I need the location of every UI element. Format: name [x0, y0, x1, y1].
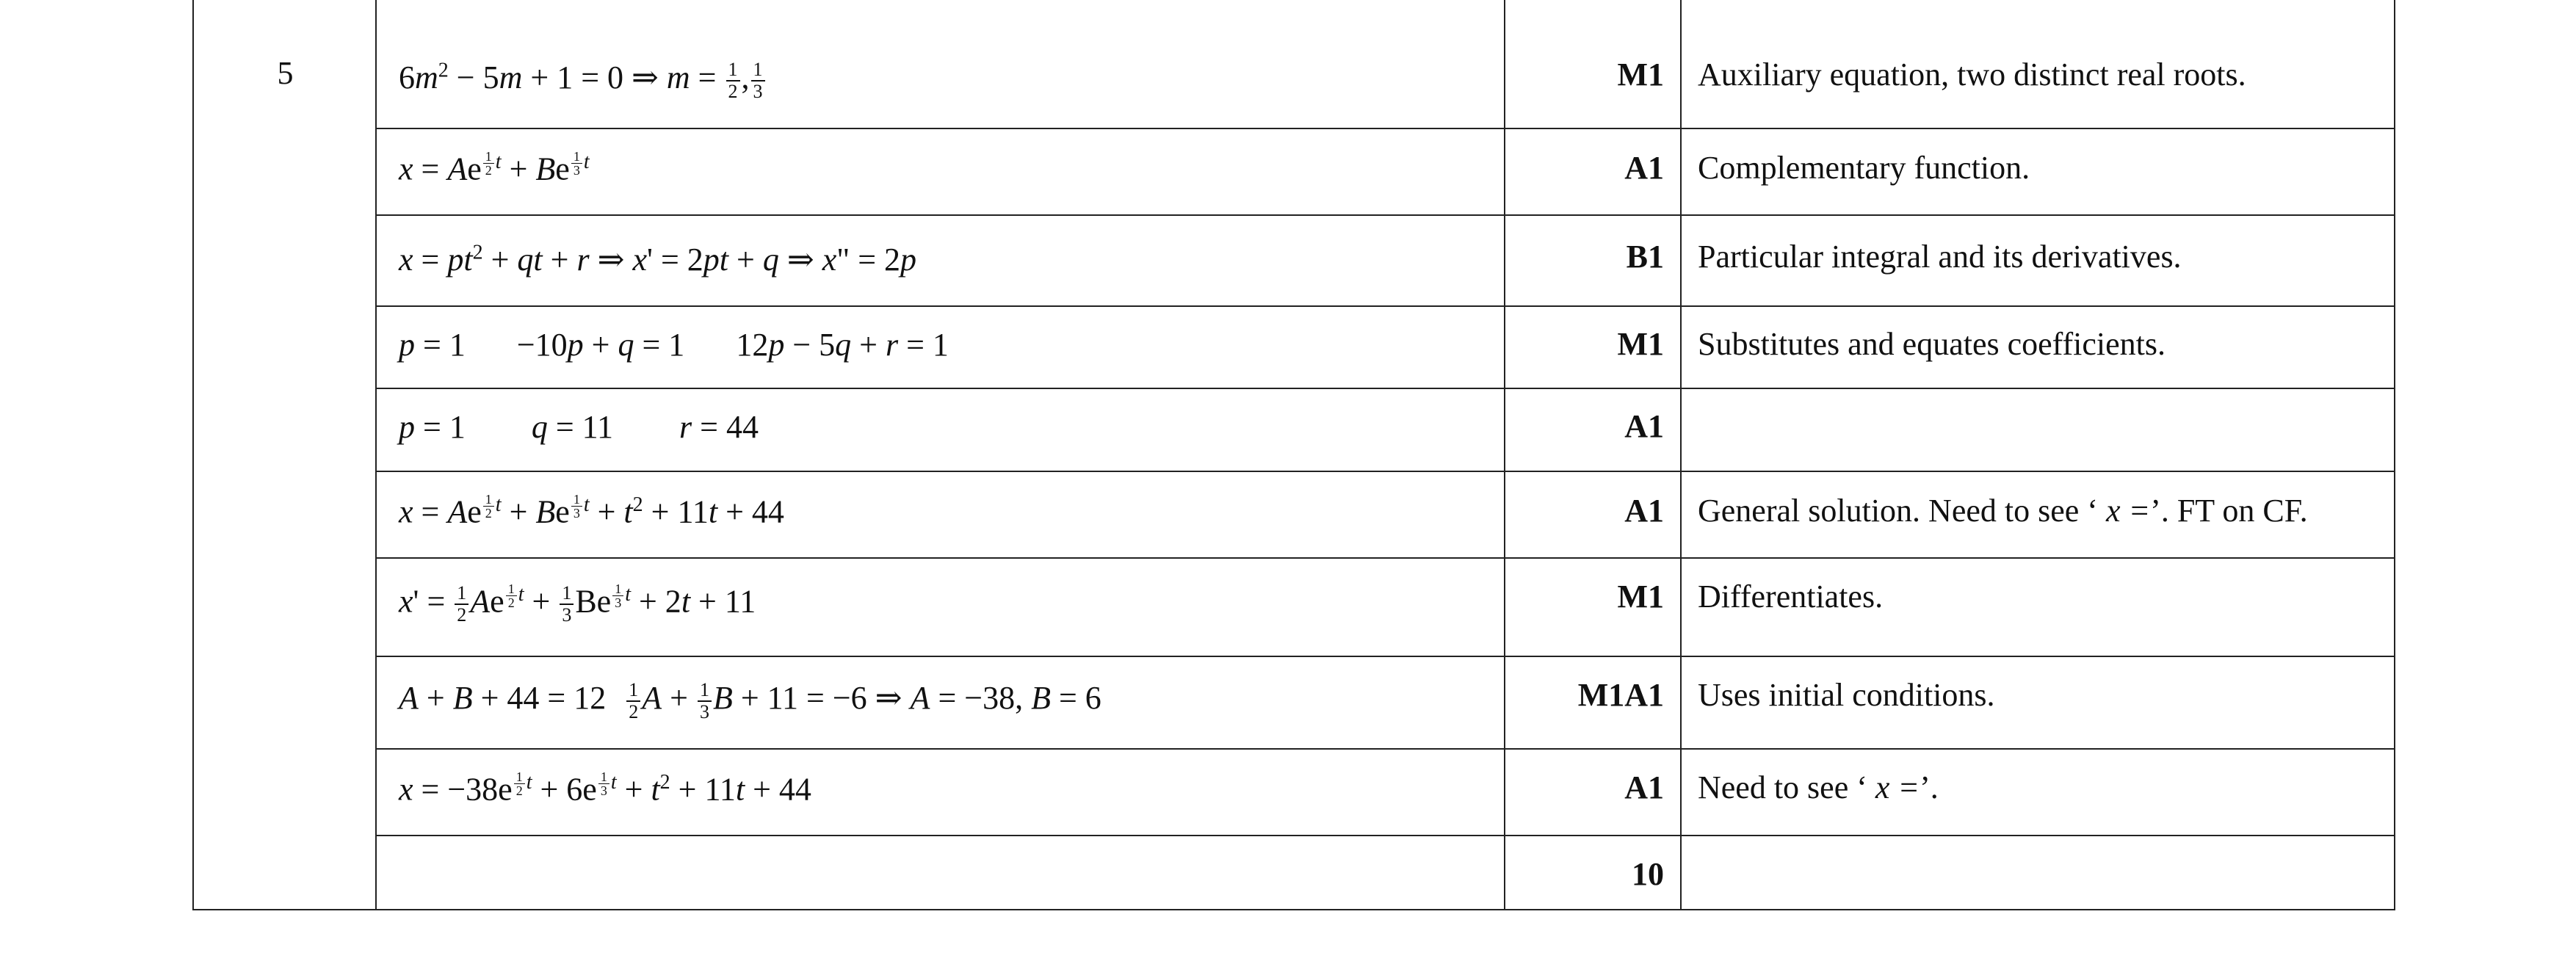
particular-solution: x = −38e $^{\frac{1}{2} t}$ + 6e $^{\frac{1}{3} t} + t^2 + 11t + 44$ [399, 769, 811, 808]
working-cell [375, 216, 1505, 305]
mark-label: M1 [1617, 57, 1664, 93]
working-cell [375, 750, 1505, 835]
working-cell [375, 307, 1505, 388]
comment-text: Particular integral and its derivatives. [1698, 239, 2182, 275]
comment-cell [1682, 216, 2395, 305]
comment-cell [1682, 129, 2395, 214]
mark-label: A1 [1624, 493, 1664, 529]
comment-cell [1682, 750, 2395, 835]
mark-label: M1 [1617, 326, 1664, 362]
mark-cell [1505, 657, 1682, 748]
working-cell [375, 657, 1505, 748]
initial-conditions: A + B + 44 = 12 $\frac{1}{2}$ A + $\frac{1}{3}$ B + 11 = −6 ⇒ A = −38, B = 6 [399, 678, 1101, 722]
equated-coefficients: p = 1 −10p + q = 1 12p − 5q + r = 1 [399, 327, 949, 363]
mark-cell [1505, 472, 1682, 557]
question-number-column [192, 0, 375, 910]
working-cell [375, 836, 1505, 909]
table-row [375, 0, 2395, 129]
mark-label: B1 [1626, 239, 1664, 275]
mark-label: M1 [1617, 579, 1664, 615]
comment-cell [1682, 472, 2395, 557]
auxiliary-equation: $6m^2 - 5m + 1 = 0$ ⇒ m = $\frac{1}{2}$ , $\frac{1}{3}$ [399, 59, 767, 102]
mark-label: A1 [1624, 150, 1664, 186]
table-row [375, 129, 2395, 216]
mark-label: M1A1 [1577, 677, 1664, 713]
complementary-function: x = Ae $^{\frac{1}{2} t}$ + Be $^{\frac{1}{3} t}$ [399, 149, 590, 187]
table-row-total [375, 836, 2395, 910]
table-row [375, 389, 2395, 472]
mark-cell [1505, 389, 1682, 471]
table-row [375, 559, 2395, 657]
comment-text: Uses initial conditions. [1698, 677, 1995, 713]
table-row [375, 657, 2395, 750]
coefficient-values: p = 1 q = 11 r = 44 [399, 409, 759, 445]
comment-cell [1682, 0, 2395, 128]
question-number: 5 [277, 55, 294, 91]
working-cell [375, 389, 1505, 471]
working-cell [375, 0, 1505, 128]
mark-cell [1505, 307, 1682, 388]
mark-cell [1505, 559, 1682, 656]
table-row [375, 472, 2395, 559]
comment-text: Substitutes and equates coefficients. [1698, 326, 2166, 362]
mark-cell [1505, 836, 1682, 909]
mark-cell [1505, 750, 1682, 835]
comment-text: Need to see ‘ x =’. [1698, 769, 1939, 805]
comment-cell [1682, 836, 2395, 909]
comment-cell [1682, 389, 2395, 471]
comment-cell [1682, 559, 2395, 656]
table-row [375, 307, 2395, 389]
mark-cell [1505, 129, 1682, 214]
working-cell [375, 559, 1505, 656]
comment-text: General solution. Need to see ‘ x =’. FT on CF. [1698, 493, 2308, 529]
working-cell [375, 472, 1505, 557]
general-solution: x = Ae $^{\frac{1}{2} t}$ + Be $^{\frac{1}{3} t} + t^2 + 11t + 44$ [399, 492, 784, 530]
total-marks: 10 [1632, 856, 1664, 892]
comment-text: Complementary function. [1698, 150, 2030, 186]
mark-label: A1 [1624, 408, 1664, 444]
particular-integral: $x = pt^2$ + qt + r ⇒ x' = 2pt + q ⇒ x" = 2p [399, 241, 917, 278]
derivative: x' = $\frac{1}{2}$ Ae $^{\frac{1}{2} t}$ + $\frac{1}{3}$ Be $^{\frac{1}{3} t}$ + 2t + 11 [399, 581, 756, 626]
table-row [375, 750, 2395, 836]
working-cell [375, 129, 1505, 214]
comment-cell [1682, 657, 2395, 748]
mark-label: A1 [1624, 769, 1664, 805]
comment-cell [1682, 307, 2395, 388]
comment-text: Differentiates. [1698, 579, 1884, 615]
comment-text: Auxiliary equation, two distinct real roots. [1698, 57, 2246, 93]
mark-cell [1505, 216, 1682, 305]
table-row [375, 216, 2395, 307]
mark-cell [1505, 0, 1682, 128]
